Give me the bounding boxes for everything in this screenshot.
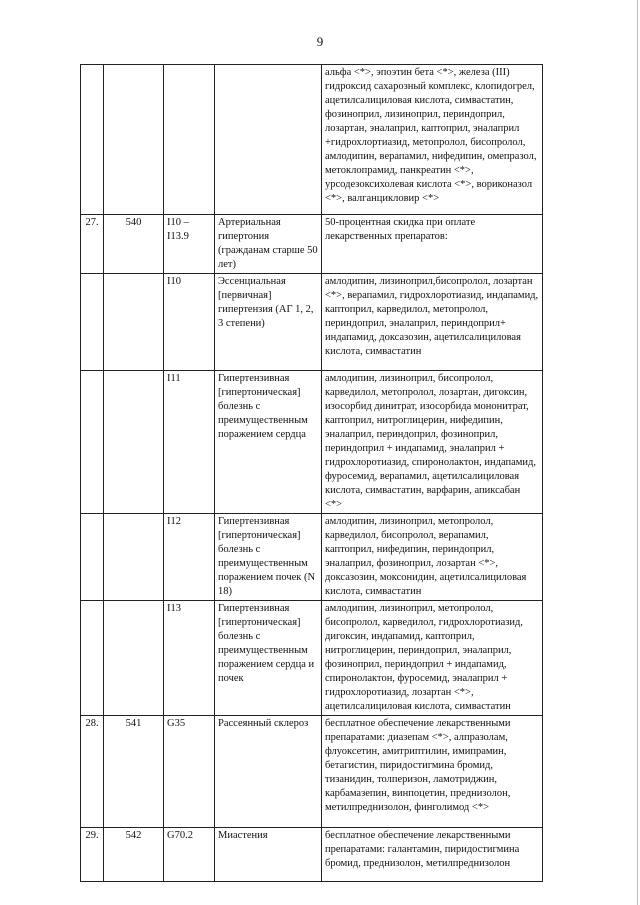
icd-code: [164, 65, 215, 215]
table-row: [81, 601, 543, 716]
row-code: 542: [104, 828, 164, 882]
drug-list: бесплатное обеспечение лекарственными препаратами: диазепам <*>, алпразолам, флуоксетин, амитриптилин, имипрамин, бетагистин, пиридостигмина бромид, тизанидин, толперизон, ламотриджин, карбамазепин, винпоцетин, преднизолон, метилпреднизолон, финголимод <*>: [322, 716, 543, 828]
row-code: [104, 371, 164, 514]
drug-list-table: [80, 64, 543, 882]
row-code: 541: [104, 716, 164, 828]
page-number: 9: [316, 34, 324, 49]
icd-code: G70.2: [164, 828, 215, 882]
table-row: [81, 371, 543, 514]
row-number: [81, 514, 104, 601]
drug-list: амлодипин, лизиноприл,бисопролол, лозартан <*>, верапамил, гидрохлоротиазид, индапамид, каптоприл, карведилол, метопролол, периндоприл, эналаприл, периндоприл+ индапамид, доксазозин, ацетилсалициловая кислота, симвастатин: [322, 274, 543, 371]
row-number: [81, 371, 104, 514]
disease-name: Эссенциальная [первичная] гипертензия (АГ 1, 2, 3 степени): [215, 274, 322, 371]
disease-name: Гипертензивная [гипертоническая] болезнь с преимущественным поражением сердца и почек: [215, 601, 322, 716]
row-number: 29.: [81, 828, 104, 882]
icd-code: I11: [164, 371, 215, 514]
table-row: [81, 828, 543, 882]
table-row: [81, 514, 543, 601]
row-code: [104, 65, 164, 215]
row-number: 27.: [81, 215, 104, 274]
table-row: [81, 274, 543, 371]
disease-name: Миастения: [215, 828, 322, 882]
row-code: [104, 514, 164, 601]
disease-name: Артериальная гипертония (гражданам старше 50 лет): [215, 215, 322, 274]
table-row: [81, 716, 543, 828]
drug-list: 50-процентная скидка при оплате лекарственных препаратов:: [322, 215, 543, 274]
row-number: [81, 274, 104, 371]
drug-list: амлодипин, лизиноприл, бисопролол, карведилол, метопролол, лозартан, дигоксин, изосорбид динитрат, изосорбида мононитрат, каптоприл, нитроглицерин, нифедипин, эналаприл, периндоприл, фозиноприл, периндоприл + индапамид, эналаприл + гидрохлоротиазид, спиронолактон, индапамид, фуросемид, верапамил, ацетилсалициловая кислота, симвастатин, варфарин, апиксабан <*>: [322, 371, 543, 514]
icd-code: I13: [164, 601, 215, 716]
icd-code: G35: [164, 716, 215, 828]
row-code: [104, 601, 164, 716]
drug-list: амлодипин, лизиноприл, метопролол, бисопролол, карведилол, гидрохлоротиазид, дигоксин, индапамид, каптоприл, нитроглицерин, периндоприл, эналаприл, фозиноприл, периндоприл + индапамид, спиронолактон, фуросемид, эналаприл + гидрохлоротиазид, лозартан <*>, ацетилсалициловая кислота, симвастатин: [322, 601, 543, 716]
scan-edge-line: [637, 0, 638, 905]
disease-name: Рассеянный склероз: [215, 716, 322, 828]
disease-name: [215, 65, 322, 215]
icd-code: I12: [164, 514, 215, 601]
row-code: [104, 274, 164, 371]
disease-name: Гипертензивная [гипертоническая] болезнь с преимущественным поражением сердца: [215, 371, 322, 514]
row-number: [81, 601, 104, 716]
row-number: [81, 65, 104, 215]
drug-list: амлодипин, лизиноприл, метопролол, карведилол, бисопролол, верапамил, каптоприл, нифедипин, периндоприл, эналаприл, фозиноприл, лозартан <*>, доксазозин, моксонидин, ацетилсалициловая кислота, симвастатин: [322, 514, 543, 601]
icd-code: I10: [164, 274, 215, 371]
disease-name: Гипертензивная [гипертоническая] болезнь с преимущественным поражением почек (N 18): [215, 514, 322, 601]
row-number: 28.: [81, 716, 104, 828]
row-code: 540: [104, 215, 164, 274]
drug-list: бесплатное обеспечение лекарственными препаратами: галантамин, пиридостигмина бромид, преднизолон, метилпреднизолон: [322, 828, 543, 882]
drug-list: альфа <*>, эпоэтин бета <*>, железа (III) гидроксид сахарозный комплекс, клопидогрел, ацетилсалициловая кислота, симвастатин, фозиноприл, лизиноприл, периндоприл, лозартан, эналаприл, каптоприл, эналаприл +гидрохлортиазид, метопролол, бисопролол, амлодипин, верапамил, нифедипин, омепразол, метоклопрамид, панкреатин <*>, урсодезоксихолевая кислота <*>, вориконазол <*>, валганцикловир <*>: [322, 65, 543, 215]
icd-code: I10 – I13.9: [164, 215, 215, 274]
table-row: [81, 65, 543, 215]
table-row: [81, 215, 543, 274]
